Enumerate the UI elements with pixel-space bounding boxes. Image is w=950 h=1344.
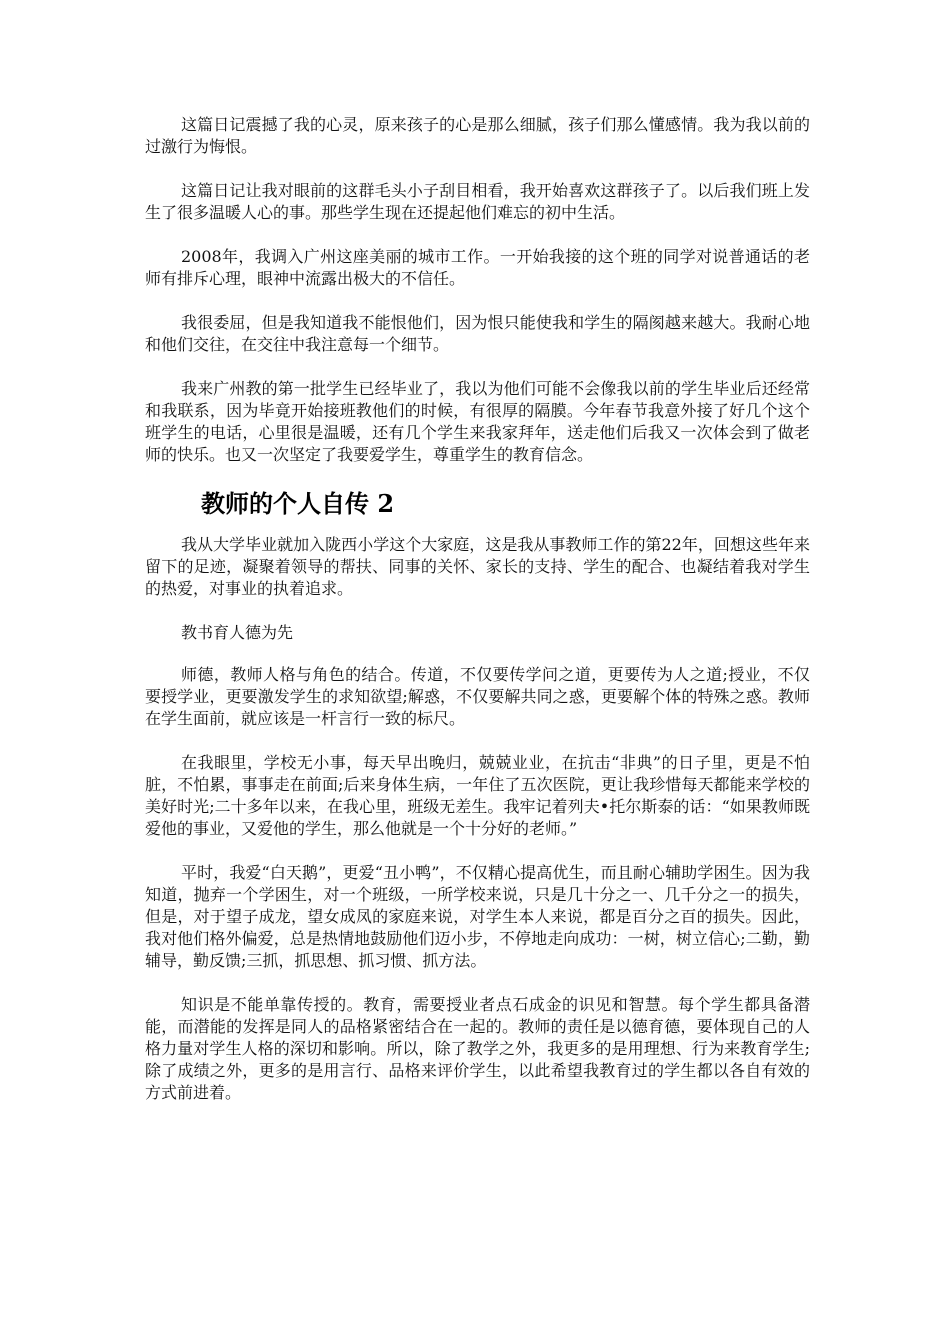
paragraph: 我从大学毕业就加入陇西小学这个大家庭，这是我从事教师工作的第22年，回想这些年来留下的足迹，凝聚着领导的帮扶、同事的关怀、家长的支持、学生的配合、也凝结着我对学生的热爱，对事业的执着追求。 [145, 535, 810, 598]
paragraph: 平时，我爱“白天鹅”，更爱“丑小鸭”，不仅精心提高优生，而且耐心辅助学困生。因为我知道，抛弃一个学困生，对一个班级，一所学校来说，只是几十分之一、几千分之一的损失，但是，对于望子成龙，望女成凤的家庭来说，对学生本人来说，都是百分之百的损失。因此，我对他们格外偏爱，总是热情地鼓励他们迈小步，不停地走向成功：一树，树立信心;二勤，勤辅导，勤反馈;三抓，抓思想、抓习惯、抓方法。 [145, 863, 810, 970]
document-body [145, 114, 810, 1126]
paragraph: 在我眼里，学校无小事，每天早出晚归，兢兢业业，在抗击“非典”的日子里，更是不怕脏，不怕累，事事走在前面;后来身体生病，一年住了五次医院，更让我珍惜每天都能来学校的美好时光;二十多年以来，在我心里，班级无差生。我牢记着列夫•托尔斯泰的话：“如果教师既爱他的事业，又爱他的学生，那么他就是一个十分好的老师。” [145, 753, 810, 838]
subheading-paragraph: 教书育人德为先 [181, 623, 294, 642]
paragraph: 知识是不能单靠传授的。教育，需要授业者点石成金的识见和智慧。每个学生都具备潜能，而潜能的发挥是同人的品格紧密结合在一起的。教师的责任是以德育德，要体现自己的人格力量对学生人格的深切和影响。所以，除了教学之外，我更多的是用理想、行为来教育学生;除了成绩之外，更多的是用言行、品格来评价学生，以此希望我教育过的学生都以各自有效的方式前进着。 [145, 995, 810, 1102]
paragraph: 这篇日记让我对眼前的这群毛头小子刮目相看，我开始喜欢这群孩子了。以后我们班上发生了很多温暖人心的事。那些学生现在还提起他们难忘的初中生活。 [145, 181, 810, 222]
paragraph: 师德，教师人格与角色的结合。传道，不仅要传学问之道，更要传为人之道;授业，不仅要授学业，更要激发学生的求知欲望;解惑，不仅要解共同之惑，更要解个体的特殊之惑。教师在学生面前，就应该是一杆言行一致的标尺。 [145, 665, 810, 728]
paragraph: 这篇日记震撼了我的心灵，原来孩子的心是那么细腻，孩子们那么懂感情。我为我以前的过激行为悔恨。 [145, 115, 810, 156]
section-heading: 教师的个人自传 2 [201, 489, 395, 518]
paragraph: 我很委屈，但是我知道我不能恨他们，因为恨只能使我和学生的隔阂越来越大。我耐心地和他们交往，在交往中我注意每一个细节。 [145, 313, 810, 354]
paragraph: 2008年，我调入广州这座美丽的城市工作。一开始我接的这个班的同学对说普通话的老师有排斥心理，眼神中流露出极大的不信任。 [145, 247, 810, 288]
paragraph: 我来广州教的第一批学生已经毕业了，我以为他们可能不会像我以前的学生毕业后还经常和我联系，因为毕竟开始接班教他们的时候，有很厚的隔膜。今年春节我意外接了好几个这个班学生的电话，心里很是温暖，还有几个学生来我家拜年，送走他们后我又一次体会到了做老师的快乐。也又一次坚定了我要爱学生，尊重学生的教育信念。 [145, 379, 810, 464]
